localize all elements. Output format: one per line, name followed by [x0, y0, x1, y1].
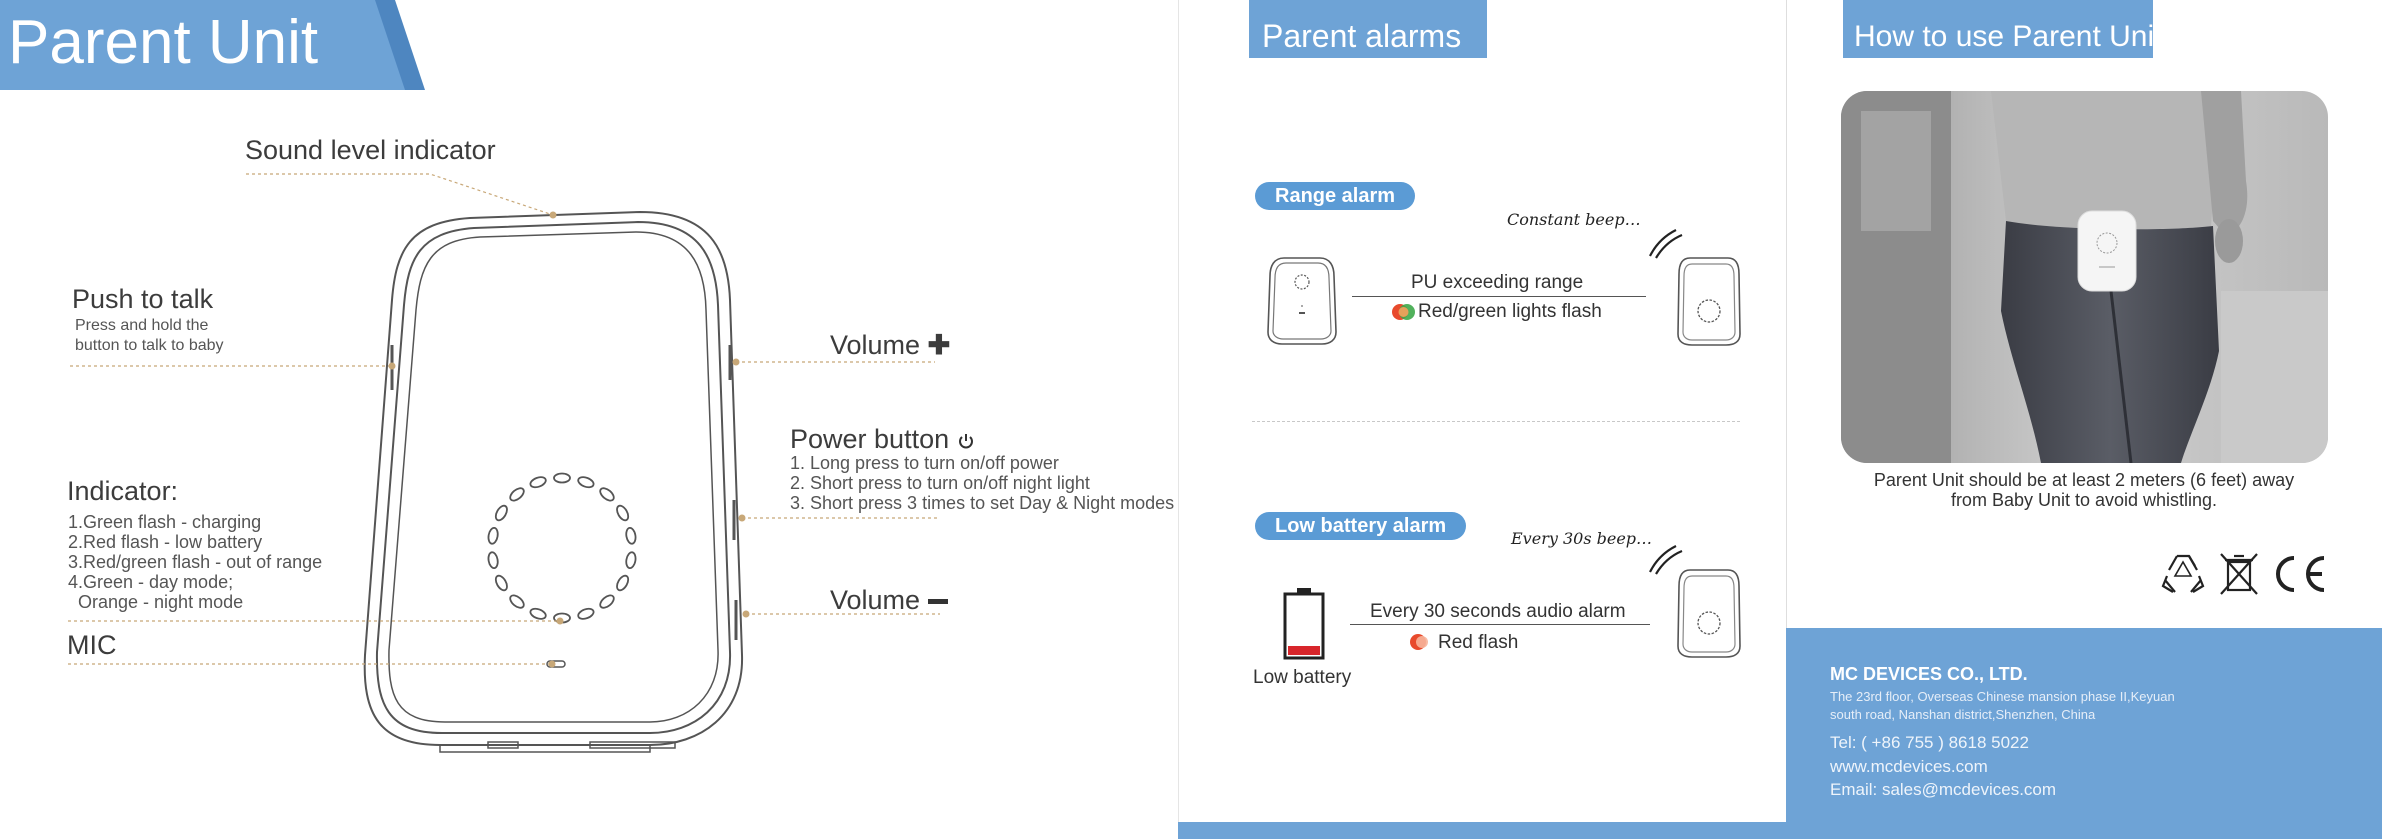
indicator-item-3: 3.Red/green flash - out of range [68, 552, 323, 572]
company-email[interactable]: Email: sales@mcdevices.com [1830, 780, 2057, 799]
company-address-line2: south road, Nanshan district,Shenzhen, China [1830, 707, 2096, 722]
indicator-item-5: Orange - night mode [68, 592, 244, 612]
panel-divider-left [1178, 0, 1179, 839]
indicator-label: Indicator: [67, 476, 179, 506]
power-button-item-2: 2. Short press to turn on/off night light [790, 473, 1090, 493]
power-button-item-3: 3. Short press 3 times to set Day & Night modes [790, 493, 1175, 513]
mic-label: MIC [67, 630, 117, 660]
minus-icon [928, 599, 948, 604]
indicator-item-4: 4.Green - day mode; [68, 572, 234, 592]
red-green-led-icon [1390, 302, 1418, 322]
plus-icon: ✚ [927, 330, 951, 360]
low-battery-divider [1350, 624, 1650, 625]
low-battery-beep-text: Every 30s beep… [1511, 529, 1653, 548]
red-led-icon [1408, 632, 1432, 652]
baby-unit-icon [1676, 566, 1742, 660]
company-address-line1: The 23rd floor, Overseas Chinese mansion phase II,Keyuan [1830, 689, 2175, 704]
low-battery-icon [1282, 586, 1326, 660]
range-alarm-pill: Range alarm [1255, 182, 1415, 210]
indicator-item-1: 1.Green flash - charging [68, 512, 262, 532]
low-battery-alarm-pill: Low battery alarm [1255, 512, 1466, 540]
panel-divider-right [1786, 0, 1787, 628]
push-to-talk-desc-line1: Press and hold the [75, 317, 209, 334]
push-to-talk-label: Push to talk [72, 284, 214, 314]
alarm-separator [1252, 421, 1740, 422]
volume-plus-label [830, 330, 950, 361]
company-name: MC DEVICES CO., LTD. [1830, 664, 2028, 684]
parent-unit-small-icon [1266, 254, 1338, 346]
range-alarm-lights: Red/green lights flash [1418, 301, 1602, 322]
alarms-title: Parent alarms [1262, 18, 1462, 54]
sound-level-indicator-label: Sound level indicator [245, 135, 496, 165]
volume-minus-text: Volume [830, 585, 921, 615]
baby-unit-icon [1676, 254, 1742, 348]
range-alarm-beep-text: Constant beep… [1507, 210, 1641, 229]
low-battery-condition: Every 30 seconds audio alarm [1370, 601, 1626, 622]
bottom-bar [1178, 822, 1786, 839]
ce-mark-icon [2268, 552, 2330, 596]
parent-unit-illustration [0, 0, 1178, 839]
usage-photo [1841, 91, 2328, 463]
power-button-item-1: 1. Long press to turn on/off power [790, 453, 1059, 473]
no-bin-icon [2218, 550, 2260, 598]
page-title: Parent Unit [8, 8, 319, 77]
push-to-talk-desc-line2: button to talk to baby [75, 337, 224, 354]
usage-note: Parent Unit should be at least 2 meters (6 feet) away from Baby Unit to avoid whistling. [1873, 470, 2295, 510]
volume-plus-text: Volume [830, 330, 921, 360]
low-battery-lights: Red flash [1438, 632, 1519, 653]
how-to-use-title: How to use Parent Unit [1854, 20, 2163, 53]
low-battery-label: Low battery [1253, 667, 1352, 688]
power-button-text: Power button [790, 424, 950, 454]
range-alarm-divider [1352, 296, 1646, 297]
power-icon [957, 432, 975, 450]
company-tel: Tel: ( +86 755 ) 8618 5022 [1830, 733, 2029, 752]
volume-minus-label [830, 585, 948, 616]
range-alarm-condition: PU exceeding range [1411, 272, 1584, 293]
power-button-label [790, 424, 975, 455]
indicator-item-2: 2.Red flash - low battery [68, 532, 263, 552]
recycle-icon [2157, 548, 2209, 600]
company-website[interactable]: www.mcdevices.com [1830, 757, 1988, 776]
